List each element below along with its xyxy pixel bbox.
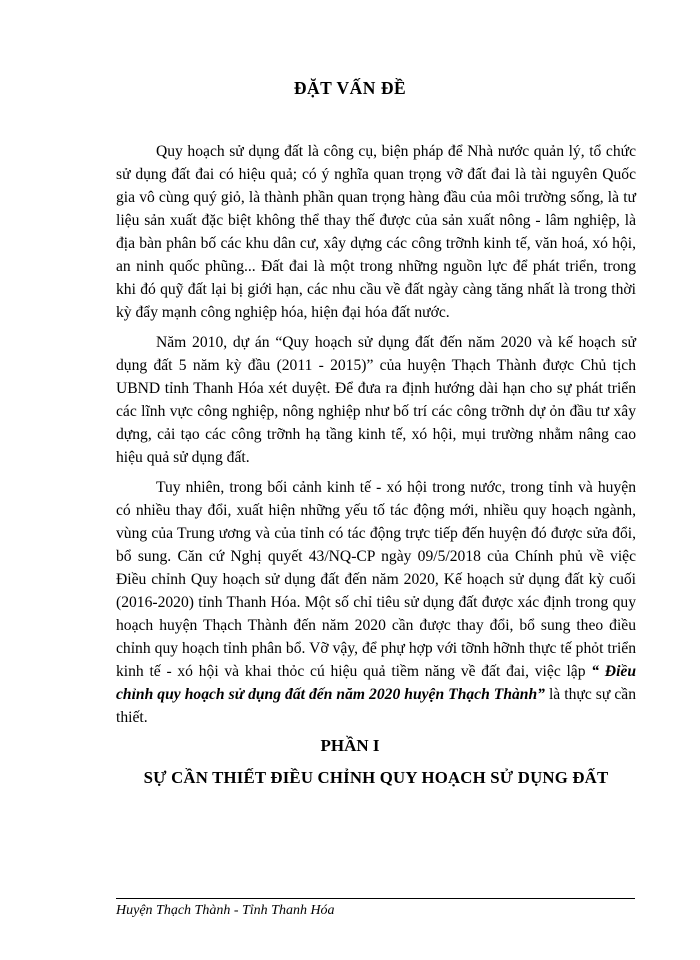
part-title: PHẦN I xyxy=(320,736,380,755)
paragraph-2: Năm 2010, dự án “Quy hoạch sử dụng đất đến năm 2020 và kế hoạch sử dụng đất 5 năm kỳ đầu (2011 - 2015)” của huyện Thạch Thành được Chủ tịch UBND tỉnh Thanh Hóa xét duyệt. Để đưa ra định hướng dài hạn cho sự phát triển các lĩnh vực công nghiệp, nông nghiệp như bố trí các công trỡnh dự ỏn đầu tư xây dựng, cải tạo các công trỡnh hạ tầng kinh tế, xó hội, mụi trường nhằm nâng cao hiệu quả sử dụng đất. xyxy=(116,334,636,466)
project-title-emphasis: “ Điều chỉnh quy hoạch sử dụng đất đến năm 2020 huyện Thạch Thành” xyxy=(116,663,636,703)
footer-divider xyxy=(116,898,635,899)
paragraph-3-tail: là thực sự cần thiết. xyxy=(116,686,636,726)
document-body xyxy=(116,140,636,729)
document-title: ĐẶT VẤN ĐỀ xyxy=(293,78,407,98)
paragraph-1: Quy hoạch sử dụng đất là công cụ, biện pháp để Nhà nước quản lý, tổ chức sử dụng đất đai có hiệu quả; có ý nghĩa quan trọng vỡ đất đai là tài nguyên Quốc gia vô cùng quý giỏ, là thành phần quan trọng hàng đầu của môi trường sống, là tư liệu sản xuất đặc biệt không thể thay thế được của sản xuất nông - lâm nghiệp, là địa bàn phân bố các khu dân cư, xây dựng các công trỡnh kinh tế, văn hoá, xó hội, an ninh quốc phũng... Đất đai là một trong những nguồn lực để phát triển, trong khi đó quỹ đất lại bị giới hạn, các nhu cầu về đất ngày càng tăng nhất là trong thời kỳ đẩy mạnh công nghiệp hóa, hiện đại hóa đất nước. xyxy=(116,143,636,321)
page-footer: Huyện Thạch Thành - Tỉnh Thanh Hóa xyxy=(116,903,335,918)
paragraph-3 xyxy=(116,476,636,729)
part-subtitle: SỰ CẦN THIẾT ĐIỀU CHỈNH QUY HOẠCH SỬ DỤNG ĐẤT xyxy=(143,768,609,787)
paragraph-3-text: Tuy nhiên, trong bối cảnh kinh tế - xó hội trong nước, trong tỉnh và huyện có nhiều thay đổi, xuất hiện những yếu tố tác động mới, nhiều quy hoạch ngành, vùng của Trung ương và của tỉnh có tác động trực tiếp đến huyện đó được sửa đổi, bổ sung. Căn cứ Nghị quyết 43/NQ-CP ngày 09/5/2018 của Chính phủ về việc Điều chỉnh Quy hoạch sử dụng đất đến năm 2020, Kế hoạch sử dụng đất kỳ cuối (2016-2020) tỉnh Thanh Hóa. Một số chỉ tiêu sử dụng đất được xác định trong quy hoạch huyện Thạch Thành đến năm 2020 cần được thay đổi, bổ sung theo điều chỉnh quy hoạch tỉnh phân bổ. Vỡ vậy, để phự hợp với tỡnh hỡnh thực tế phỏt triển kinh tế - xó hội và khai thỏc cú hiệu quả tiềm năng về đất đai, việc lập xyxy=(116,479,636,680)
